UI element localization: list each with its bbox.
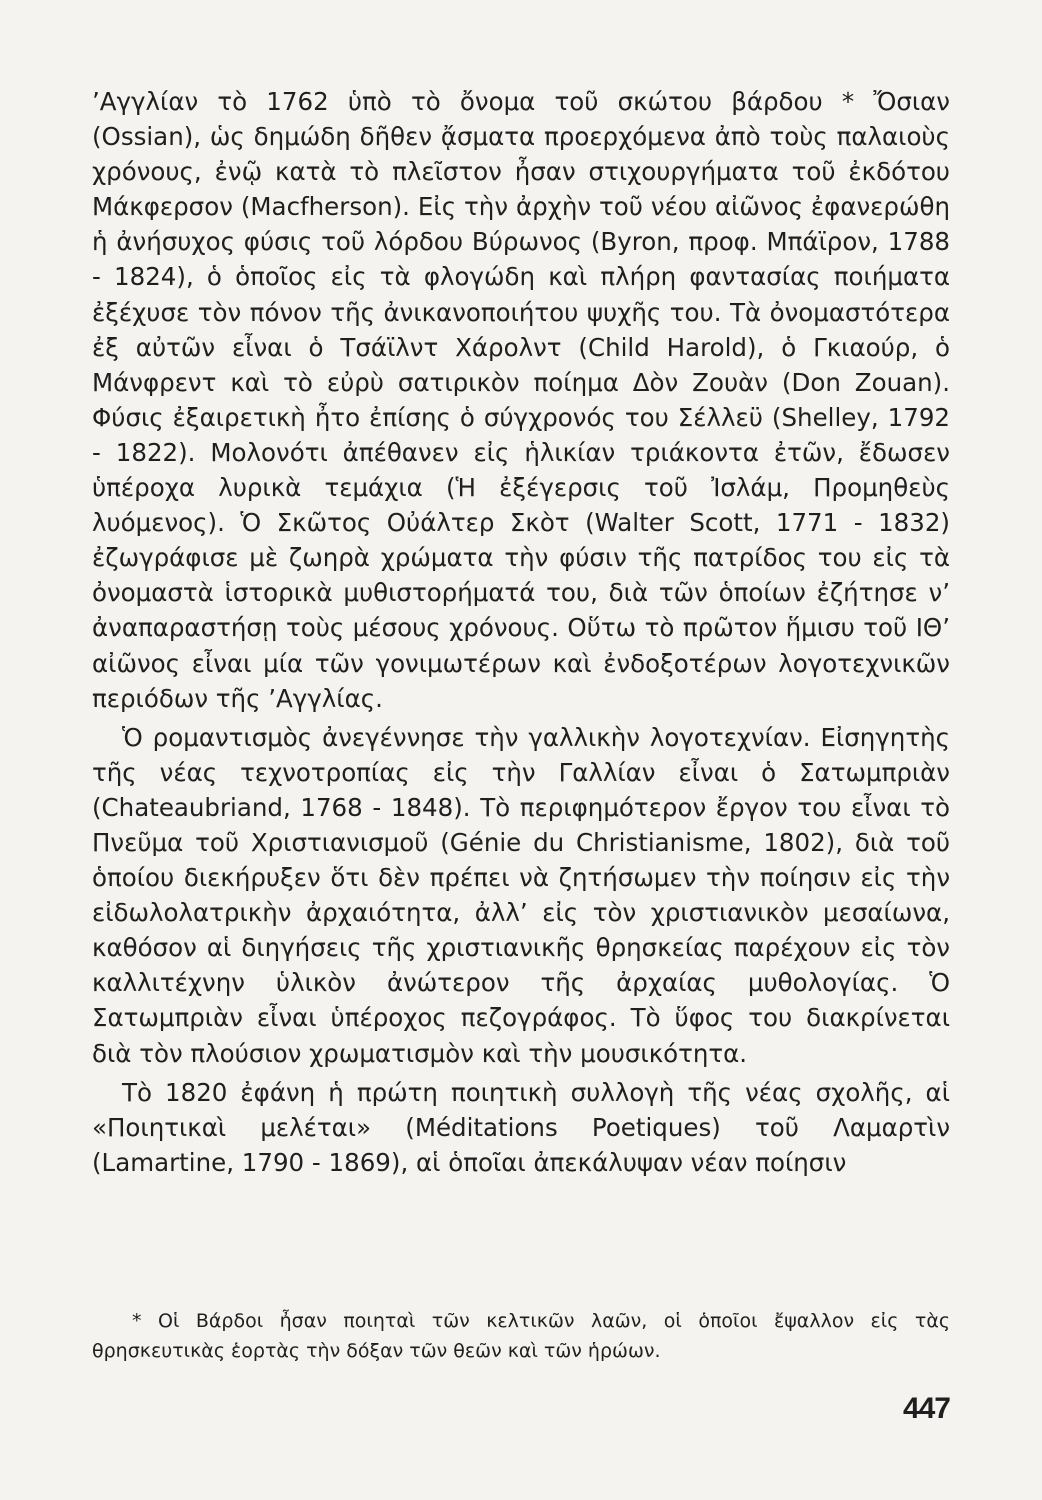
paragraph-lamartine: Τὸ 1820 ἐφάνη ἡ πρώτη ποιητικὴ συλλογὴ τῆς νέας σχολῆς, αἱ «Ποιητικαὶ μελέται» (Méditations Poetiques) τοῦ Λαμαρτὶν (Lamartine, 1790 - 1869), αἱ ὁποῖαι ἀπεκάλυψαν νέαν ποίησιν: [92, 1077, 950, 1177]
footnote: [92, 1306, 950, 1366]
paragraph-english-romanticism: ’Αγγλίαν τὸ 1762 ὑπὸ τὸ ὄνομα τοῦ σκώτου βάρδου * Ὄσιαν (Ossian), ὡς δημώδη δῆθεν ᾄσματα προερχόμενα ἀπὸ τοὺς παλαιοὺς χρόνους, ἐνῷ κατὰ τὸ πλεῖστον ἦσαν στιχουργήματα τοῦ ἐκδότου Μάκφερσον (Macfherson). Εἰς τὴν ἀρχὴν τοῦ νέου αἰῶνος ἐφανερώθη ἡ ἀνήσυχος φύσις τοῦ λόρδου Βύρωνος (Byron, προφ. Μπάϊρον, 1788 - 1824), ὁ ὁποῖος εἰς τὰ φλογώδη καὶ πλήρη φαντασίας ποιήματα ἐξέχυσε τὸν πόνον τῆς ἀνικανοποιήτου ψυχῆς του. Τὰ ὀνομαστότερα ἐξ αὐτῶν εἶναι ὁ Τσάϊλντ Χάρολντ (Child Harold), ὁ Γκιαούρ, ὁ Μάνφρεντ καὶ τὸ εὐρὺ σατιρικὸν ποίημα Δὸν Ζουὰν (Don Zouan). Φύσις ἐξαιρετικὴ ἦτο ἐπίσης ὁ σύγχρονός του Σέλλεϋ (Shelley, 1792 - 1822). Μολονότι ἀπέθανεν εἰς ἡλικίαν τριάκοντα ἐτῶν, ἔδωσεν ὑπέροχα λυρικὰ τεμάχια (Ἡ ἐξέγερσις τοῦ Ἰσλάμ, Προμηθεὺς λυόμενος). Ὁ Σκῶτος Οὐάλτερ Σκὸτ (Walter Scott, 1771 - 1832) ἐζωγράφισε μὲ ζωηρὰ χρώματα τὴν φύσιν τῆς πατρίδος του εἰς τὰ ὀνομαστὰ ἱστορικὰ μυθιστορήματά του, διὰ τῶν ὁποίων ἐζήτησε ν’ ἀναπαραστήσῃ τοὺς μέσους χρόνους. Οὕτω τὸ πρῶτον ἥμισυ τοῦ ΙΘ’ αἰῶνος εἶναι μία τῶν γονιμωτέρων καὶ ἐνδοξοτέρων λογοτεχνικῶν περιόδων τῆς ’Αγγλίας.: [92, 87, 950, 713]
page-number: 447: [902, 1392, 950, 1425]
footnote-text: * Οἱ Βάρδοι ἦσαν ποιηταὶ τῶν κελτικῶν λαῶν, οἱ ὁποῖοι ἔψαλλον εἰς τὰς θρησκευτικὰς ἑορτὰς τὴν δόξαν τῶν θεῶν καὶ τῶν ἡρώων.: [92, 1310, 950, 1362]
paragraph-french-romanticism: Ὁ ρομαντισμὸς ἀνεγέννησε τὴν γαλλικὴν λογοτεχνίαν. Εἰσηγητὴς τῆς νέας τεχνοτροπίας εἰς τὴν Γαλλίαν εἶναι ὁ Σατωμπριὰν (Chateaubriand, 1768 - 1848). Τὸ περιφημότερον ἔργον του εἶναι τὸ Πνεῦμα τοῦ Χριστιανισμοῦ (Génie du Christianisme, 1802), διὰ τοῦ ὁποίου διεκήρυξεν ὅτι δὲν πρέπει νὰ ζητήσωμεν τὴν ποίησιν εἰς τὴν εἰδωλολατρικὴν ἀρχαιότητα, ἀλλ’ εἰς τὸν χριστιανικὸν μεσαίωνα, καθόσον αἱ διηγήσεις τῆς χριστιανικῆς θρησκείας παρέχουν εἰς τὸν καλλιτέχνην ὑλικὸν ἀνώτερον τῆς ἀρχαίας μυθολογίας. Ὁ Σατωμπριὰν εἶναι ὑπέροχος πεζογράφος. Τὸ ὕφος του διακρίνεται διὰ τὸν πλούσιον χρωματισμὸν καὶ τὴν μουσικότητα.: [92, 722, 950, 1068]
page-body: [92, 84, 950, 1180]
